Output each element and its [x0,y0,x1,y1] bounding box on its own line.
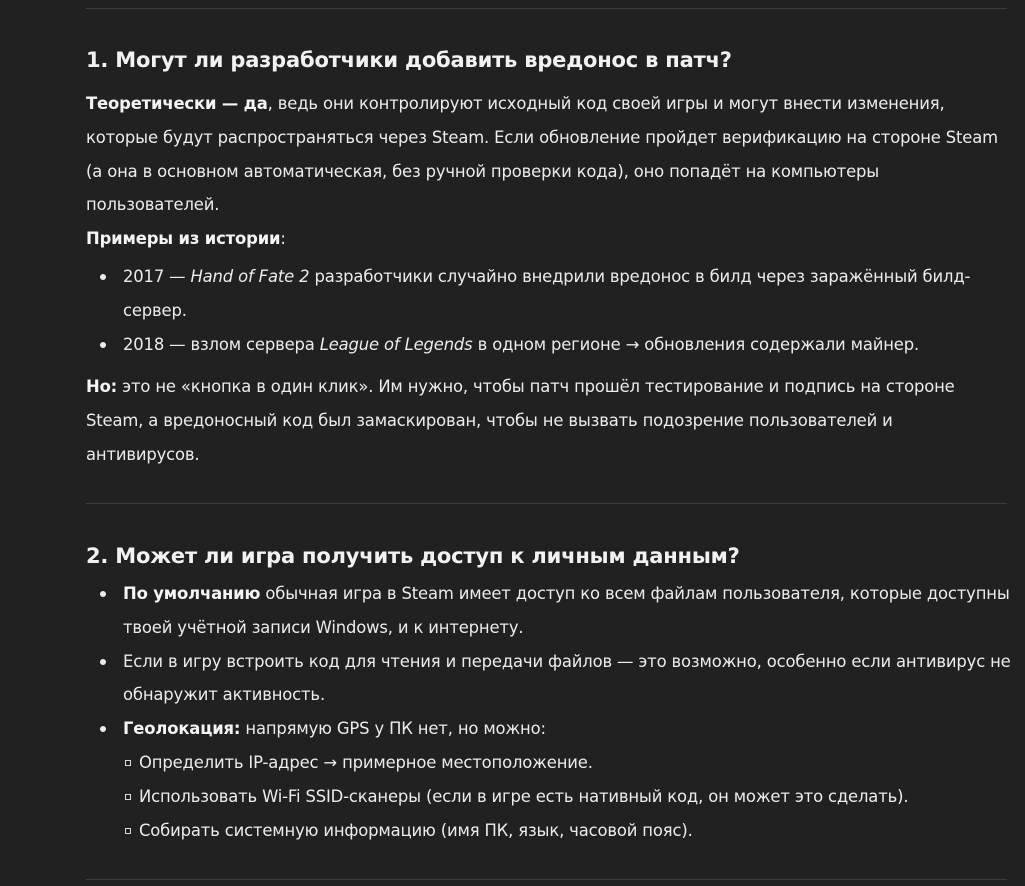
list-item [86,260,1011,328]
example-suffix: разработчики случайно внедрили вредонос в билд через заражённый билд-сервер. [123,267,971,320]
example-game-title: Hand of Fate 2 [190,267,310,286]
section-1-intro [86,87,1011,222]
geo-sublist [123,746,1011,847]
intro-bold: Теоретически — да [86,94,268,113]
sublist-item: Использовать Wi-Fi SSID-сканеры (если в игре есть нативный код, он может это сделать). [123,780,1011,814]
list-item [86,577,1011,645]
examples-colon: : [280,229,286,248]
list-item [86,328,1011,362]
examples-label-line [86,222,1011,256]
but-text: это не «кнопка в один клик». Им нужно, чтобы патч прошёл тестирование и подпись на стороне Steam, а вредоносный код был замаскирован, чтобы не вызвать подозрение пользователей и антивирусов. [86,377,955,464]
item-text: напрямую GPS у ПК нет, но можно: [240,719,546,739]
list-item [86,645,1011,713]
section-2-heading: 2. Может ли игра получить доступ к личным данным? [86,544,740,568]
section-divider [86,503,1007,504]
sublist-item: Собирать системную информацию (имя ПК, язык, часовой пояс). [123,814,1011,848]
item-text: Если в игру встроить код для чтения и передачи файлов — это возможно, особенно если антивирус не обнаружит активность. [123,651,1011,705]
data-access-list [86,577,1011,847]
sublist-item: Определить IP-адрес → примерное местоположение. [123,746,1011,780]
bottom-divider [86,879,1007,880]
section-1-but-paragraph [86,370,1011,471]
item-text: обычная игра в Steam имеет доступ ко всем файлам пользователя, которые доступны твоей учётной записи Windows, и к интернету. [123,584,1010,637]
example-prefix: 2017 — [123,267,191,286]
section-1-heading: 1. Могут ли разработчики добавить вредонос в патч? [86,48,732,72]
item-bold: Геолокация: [123,719,241,739]
examples-label: Примеры из истории [86,229,281,248]
but-bold: Но: [86,377,118,396]
example-suffix: в одном регионе → обновления содержали майнер. [472,334,920,354]
list-item [86,712,1011,847]
top-divider [86,8,1007,9]
item-bold: По умолчанию [123,584,261,603]
example-prefix: 2018 — взлом сервера [123,334,320,354]
example-game-title: League of Legends [319,334,473,354]
intro-text: , ведь они контролируют исходный код своей игры и могут внести изменения, которые будут распространяться через Steam. Если обновление пройдет верификацию на стороне Steam (а она в основном автоматическая, без ручной проверки кода), оно попадёт на компьютеры пользователей. [86,94,998,215]
examples-list [86,260,1011,361]
